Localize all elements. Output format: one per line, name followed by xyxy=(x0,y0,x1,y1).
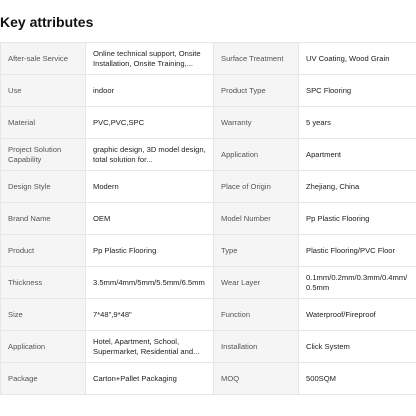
attribute-value xyxy=(86,43,214,75)
attribute-value: Pp Plastic Flooring xyxy=(299,203,416,235)
attribute-value: PVC,PVC,SPC xyxy=(86,107,214,139)
attribute-value: Click System xyxy=(299,331,416,363)
table-row xyxy=(1,139,416,171)
page-title: Key attributes xyxy=(0,14,94,30)
attribute-value: UV Coating, Wood Grain xyxy=(299,43,416,75)
attribute-label: Type xyxy=(214,235,299,267)
key-attributes-table xyxy=(0,42,416,395)
table-row xyxy=(1,203,416,235)
attribute-label: Thickness xyxy=(1,267,86,299)
attribute-value: Modern xyxy=(86,171,214,203)
attribute-label: Application xyxy=(1,331,86,363)
attribute-label: Wear Layer xyxy=(214,267,299,299)
table-row xyxy=(1,363,416,395)
attribute-label: Warranty xyxy=(214,107,299,139)
attribute-label: Product Type xyxy=(214,75,299,107)
table-row xyxy=(1,107,416,139)
attribute-label: Function xyxy=(214,299,299,331)
attribute-label: Project Solution Capability xyxy=(1,139,86,171)
attribute-label: Size xyxy=(1,299,86,331)
attribute-label: Use xyxy=(1,75,86,107)
attribute-value: SPC Flooring xyxy=(299,75,416,107)
table-row xyxy=(1,299,416,331)
attribute-label: Model Number xyxy=(214,203,299,235)
attribute-value: 0.1mm/0.2mm/0.3mm/0.4mm/0.5mm xyxy=(299,267,416,299)
table-row xyxy=(1,235,416,267)
attribute-value: OEM xyxy=(86,203,214,235)
attribute-value: Pp Plastic Flooring xyxy=(86,235,214,267)
table-row xyxy=(1,171,416,203)
attribute-label: Material xyxy=(1,107,86,139)
table-row xyxy=(1,75,416,107)
attribute-value: Plastic Flooring/PVC Floor xyxy=(299,235,416,267)
attribute-label: Brand Name xyxy=(1,203,86,235)
attribute-value: 500SQM xyxy=(299,363,416,395)
attribute-label: Installation xyxy=(214,331,299,363)
attribute-label: Design Style xyxy=(1,171,86,203)
attribute-label: Place of Origin xyxy=(214,171,299,203)
attribute-value: Zhejiang, China xyxy=(299,171,416,203)
attribute-label: Package xyxy=(1,363,86,395)
attribute-value: Carton+Pallet Packaging xyxy=(86,363,214,395)
attribute-value xyxy=(86,139,214,171)
attribute-value-text: graphic design, 3D model design, total solution for... xyxy=(93,145,206,164)
attribute-label: Surface Treatment xyxy=(214,43,299,75)
table-row xyxy=(1,331,416,363)
attribute-label: MOQ xyxy=(214,363,299,395)
attribute-value: Apartment xyxy=(299,139,416,171)
attribute-label: After-sale Service xyxy=(1,43,86,75)
table-row xyxy=(1,267,416,299)
attribute-value: 7*48",9*48" xyxy=(86,299,214,331)
attribute-label: Product xyxy=(1,235,86,267)
attribute-value: indoor xyxy=(86,75,214,107)
attribute-value: 5 years xyxy=(299,107,416,139)
attribute-value-text: Online technical support, Onsite Installation, Onsite Training,... xyxy=(93,49,201,68)
attribute-label: Application xyxy=(214,139,299,171)
attribute-value: 3.5mm/4mm/5mm/5.5mm/6.5mm xyxy=(86,267,214,299)
table-row xyxy=(1,43,416,75)
attribute-value xyxy=(86,331,214,363)
attribute-value-text: Hotel, Apartment, School, Supermarket, Residential and... xyxy=(93,337,200,356)
attribute-value: Waterproof/Fireproof xyxy=(299,299,416,331)
